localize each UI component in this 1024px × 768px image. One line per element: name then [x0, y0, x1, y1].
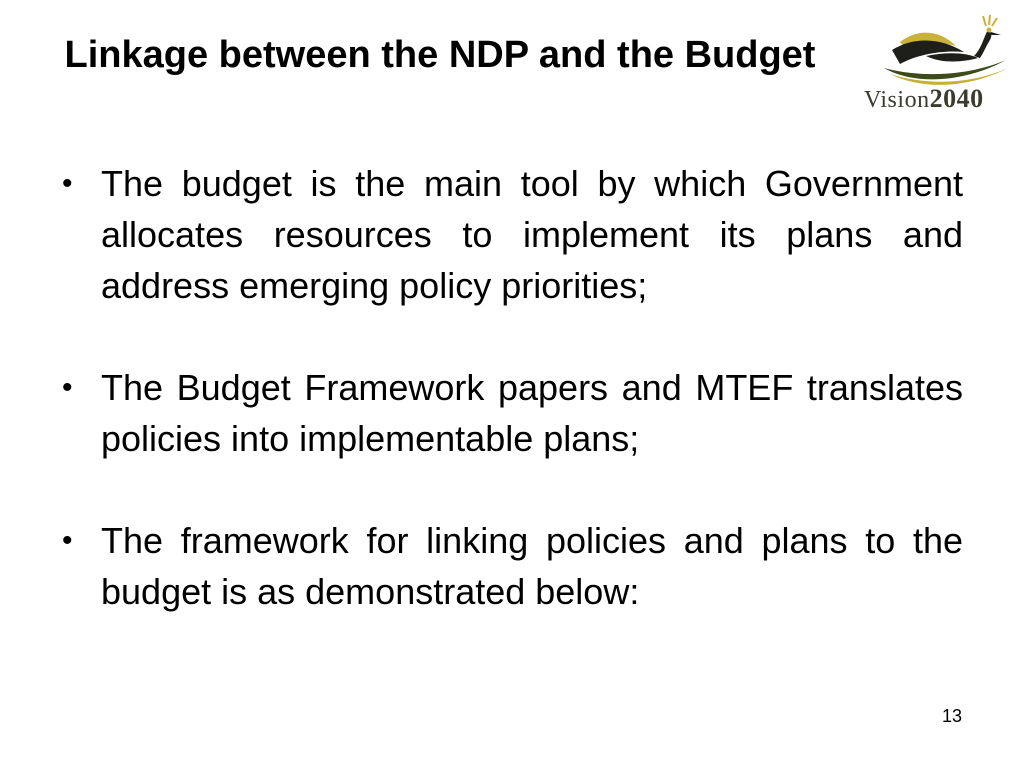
logo-year: 2040	[929, 84, 984, 113]
bullet-item-linking-framework	[60, 515, 963, 617]
bullet-item-framework-papers	[60, 362, 963, 464]
vision-2040-logo	[856, 12, 1016, 112]
bullet-marker: •	[62, 524, 73, 557]
bullet-text: The Budget Framework papers and MTEF translates policies into implementable plans;	[101, 367, 963, 459]
slide-title: Linkage between the NDP and the Budget	[64, 34, 816, 76]
page-number: 13	[941, 706, 962, 726]
bullet-text: The budget is the main tool by which Government allocates resources to implement its plans and address emerging policy priorities;	[101, 163, 963, 306]
logo-wordmark	[864, 84, 984, 114]
bullet-text: The framework for linking policies and plans to the budget is as demonstrated below:	[101, 520, 963, 612]
bullet-marker: •	[62, 167, 73, 200]
bullet-list	[60, 158, 963, 617]
logo-word: Vision	[864, 87, 930, 113]
bullet-item-budget-tool	[60, 158, 963, 311]
bullet-marker: •	[62, 371, 73, 404]
